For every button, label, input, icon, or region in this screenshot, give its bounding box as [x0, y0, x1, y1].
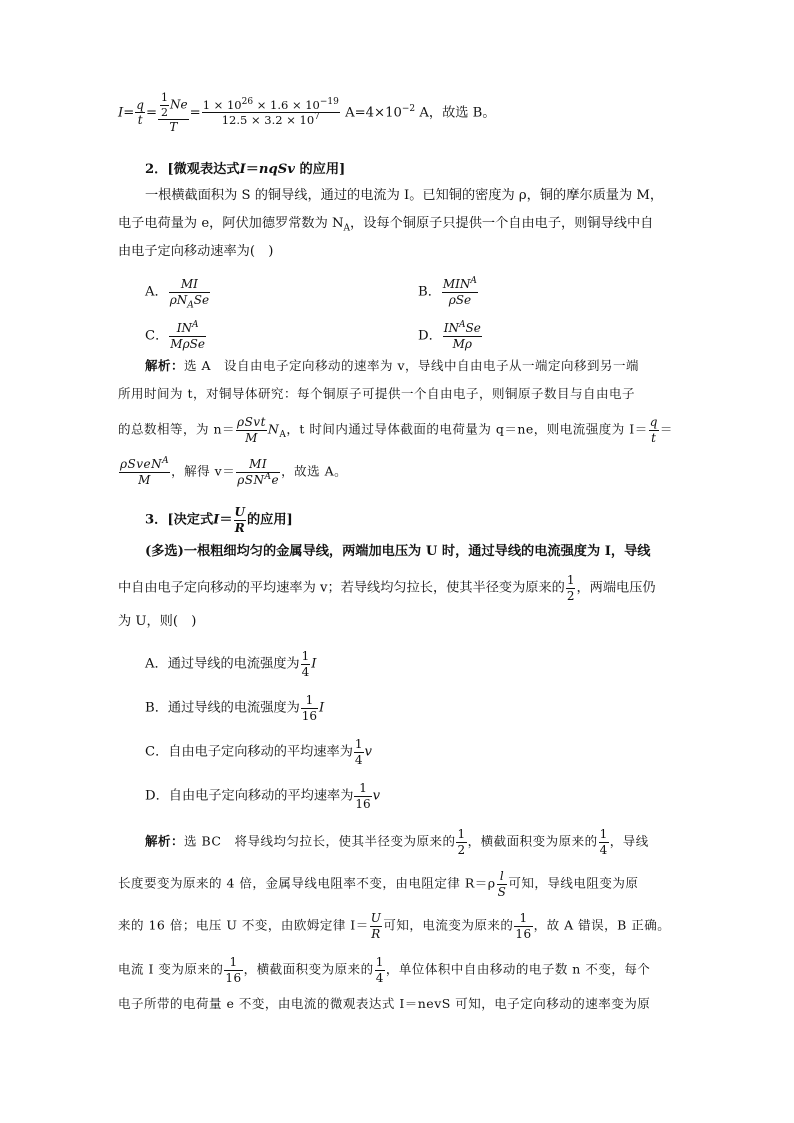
fraction-numeric: $\frac{1 \times 10^{26} \times 1.6 \times 10^{-19}}{12.5 \times 3.2 \times 10^7}$	[202, 97, 339, 128]
q3-stem-line-3: 为 U，则( )	[118, 614, 197, 629]
q3-stem-line-2: 中自由电子定向移动的平均速率为 v；若导线均匀拉长，使其半径变为原来的 $\frac{1}{2}$ ，两端电压仍	[118, 573, 656, 603]
fraction-half: $\frac{1}{2}$	[161, 91, 169, 119]
q2-stem-line-1: 一根横截面积为 S 的铜导线，通过的电流为 I。已知铜的密度为 ρ，铜的摩尔质量为 M，	[145, 188, 664, 203]
fraction-half-ne-over-t: $\frac{1}{2}$ Ne T	[158, 92, 189, 134]
q2-option-d: D． $\frac{IN^ASe}{M\rho}$	[418, 320, 481, 351]
q2-option-c: C． $\frac{IN^A}{\text{MρSe}}$	[145, 320, 205, 351]
q3-option-a: A．通过导线的电流强度为 $\frac{1}{4}$ I	[145, 649, 317, 679]
q2-stem-line-3: 由电子定向移动速率为( )	[118, 244, 274, 259]
q3-title: 3．[决定式I＝ $\frac{U}{R}$ 的应用]	[145, 505, 293, 535]
q2-answer-line-2: 所用时间为 t，对铜导体研究：每个铜原子可提供一个自由电子，则铜原子数目与自由电子	[118, 386, 635, 401]
q2-option-b: B． $\frac{MIN^A}{\text{ρSe}}$	[418, 276, 477, 307]
fraction-q-t: $\frac{q}{t}$	[136, 97, 144, 128]
q2-title: 2．[微观表达式I＝nqSv 的应用]	[145, 162, 346, 177]
formula-line: I= $\frac{q}{t}$ = $\frac{1}{2}$ Ne T = $\frac{1 \times 10^{26} \times 1.6 \times 10^{-19}}{12.5 \times 3.2 \times 10^7}$ $A=4\times 10^{-2}$ A，故选 B。	[118, 91, 496, 135]
q3-stem-line-1: (多选)一根粗细均匀的金属导线，两端加电压为 U 时，通过导线的电流强度为 I，导线	[145, 544, 651, 559]
q3-answer-line-2: 长度要变为原来的 4 倍，金属导线电阻率不变，由电阻定律 R＝ρ $\frac{l}{S}$ 可知，导线电阻变为原	[118, 869, 639, 899]
q3-answer-line-3: 来的 16 倍；电压 U 不变，由欧姆定律 I＝ $\frac{U}{R}$ 可知，电流变为原来的 $\frac{1}{16}$ ，故 A 错误，B 正确。	[118, 911, 671, 941]
q3-answer-line-1: 解析：选 BC 将导线均匀拉长，使其半径变为原来的 $\frac{1}{2}$ ，横截面积变为原来的 $\frac{1}{4}$ ，导线	[145, 827, 649, 857]
q3-answer-line-4: 电流 I 变为原来的 $\frac{1}{16}$ ，横截面积变为原来的 $\frac{1}{4}$ ，单位体积中自由移动的电子数 n 不变，每个	[118, 955, 651, 985]
q3-option-b: B．通过导线的电流强度为 $\frac{1}{16}$ I	[145, 693, 325, 723]
q3-answer-line-5: 电子所带的电荷量 e 不变，由电流的微观表达式 I＝nevS 可知，电子定向移动的速率变为原	[118, 996, 651, 1011]
q2-stem-line-2: 电子电荷量为 e，阿伏加德罗常数为 $N_A$，设每个铜原子只提供一个自由电子，则铜导线中自	[118, 216, 654, 234]
q2-answer-line-1: 解析：选 A 设自由电子定向移动的速率为 v，导线中自由电子从一端定向移到另一端	[145, 358, 640, 373]
q2-option-a: A． $\frac{MI}{\rho N_ASe}$	[145, 277, 210, 310]
q3-option-d: D．自由电子定向移动的平均速率为 $\frac{1}{16}$ v	[145, 781, 381, 811]
q2-answer-line-4: $\frac{\rho SveN^A}{M}$ ，解得 v＝ $\frac{MI}{\rho SN^Ae}$ ，故选 A。	[120, 456, 348, 487]
q3-option-c: C．自由电子定向移动的平均速率为 $\frac{1}{4}$ v	[145, 737, 372, 767]
q2-answer-line-3: 的总数相等，为 n＝ $\frac{\text{ρSvt}}{M}$ $N_A$，t 时间内通过导体截面的电荷量为 q＝ne，则电流强度为 I＝ $\frac{q}{t}$ ＝	[118, 415, 673, 445]
